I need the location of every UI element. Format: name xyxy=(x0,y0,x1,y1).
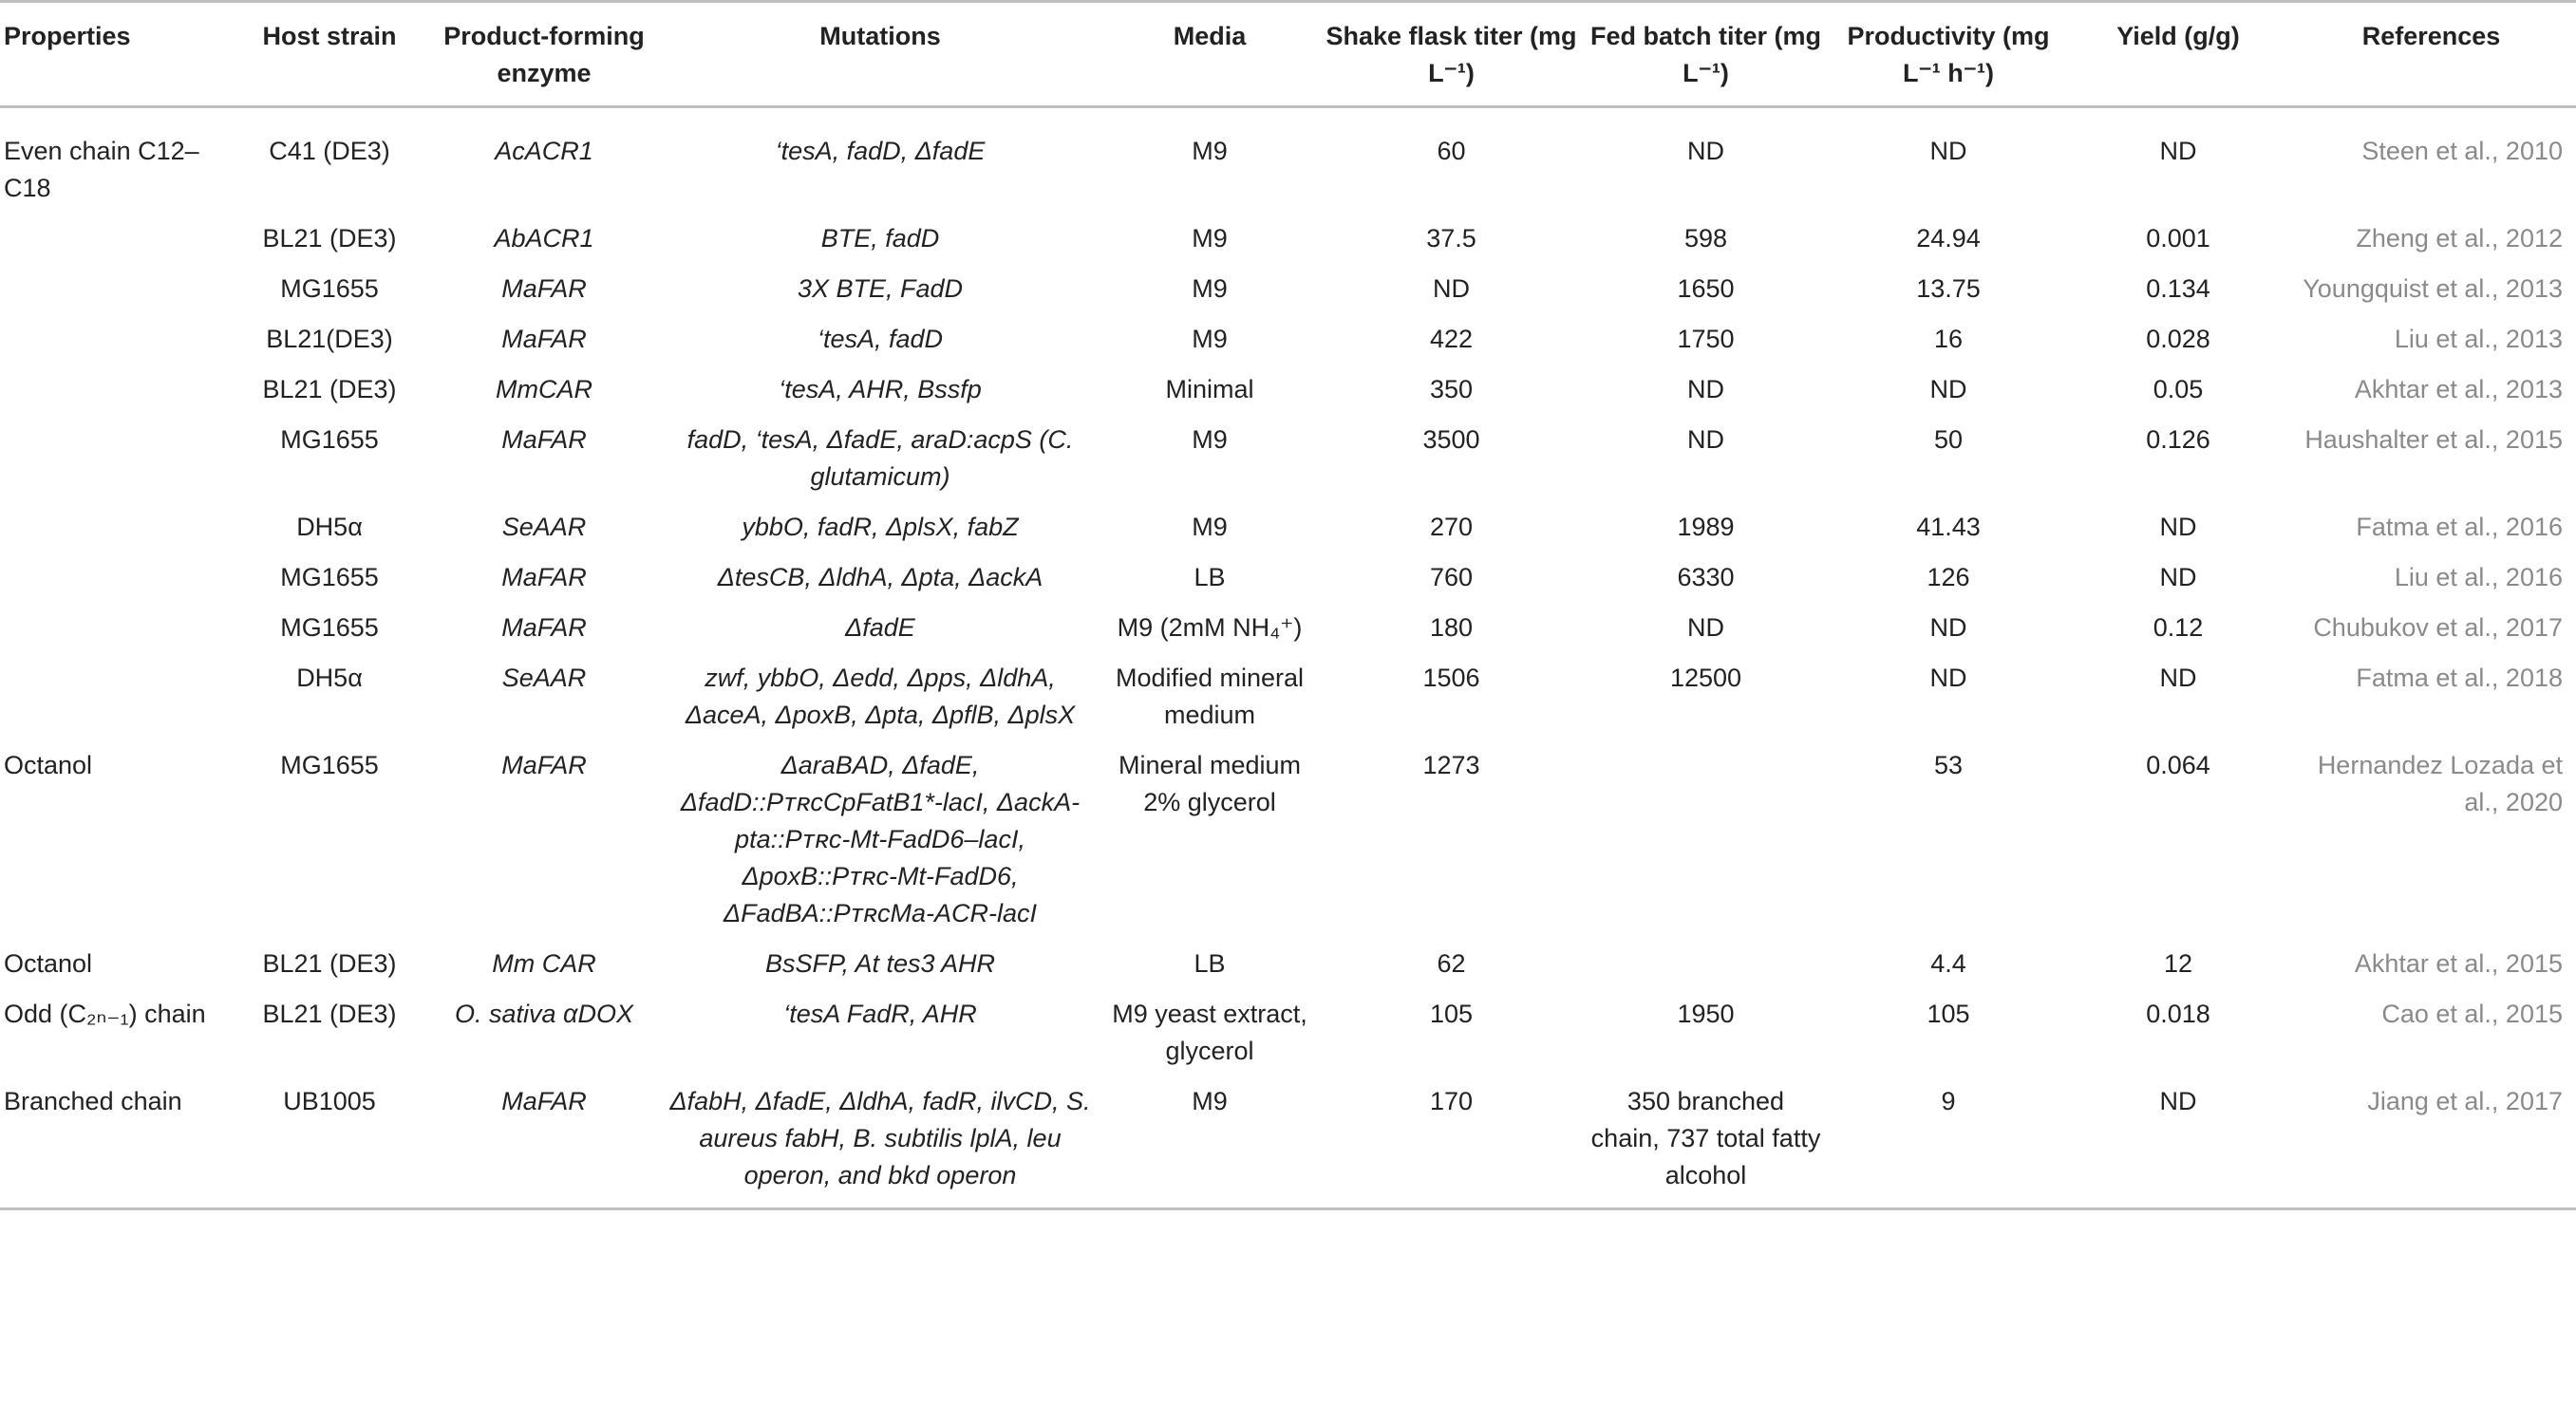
reference-cell: Cao et al., 2015 xyxy=(2381,1000,2563,1028)
table-row xyxy=(0,940,2576,990)
column-header-mutations: Mutations xyxy=(659,2,1101,107)
enzyme-cell: MaFAR xyxy=(501,751,587,779)
shake-flask-titer-cell: 1273 xyxy=(1422,751,1480,779)
fed-batch-titer-cell: 350 branched chain, 737 total fatty alcohol xyxy=(1585,1077,1827,1209)
productivity-cell: 53 xyxy=(1933,751,1964,779)
yield-cell: 0.028 xyxy=(2146,325,2210,353)
media-cell: M9 xyxy=(1101,1077,1318,1209)
table-row xyxy=(0,553,2576,604)
fed-batch-titer-cell: ND xyxy=(1687,137,1724,165)
reference-cell: Jiang et al., 2017 xyxy=(2286,1077,2576,1209)
properties-cell xyxy=(0,365,230,416)
properties-cell xyxy=(0,654,230,741)
properties-cell xyxy=(0,265,230,315)
enzyme-cell: MaFAR xyxy=(501,425,587,454)
properties-cell: Even chain C12–C18 xyxy=(4,137,199,202)
enzyme-cell: AcACR1 xyxy=(495,137,593,165)
media-cell: Minimal xyxy=(1165,375,1254,403)
fed-batch-titer-cell: 1950 xyxy=(1677,1000,1735,1028)
enzyme-cell: MaFAR xyxy=(501,325,587,353)
fed-batch-titer-cell: ND xyxy=(1687,425,1724,454)
host-strain-cell: BL21 (DE3) xyxy=(262,1000,397,1028)
reference-cell: Steen et al., 2010 xyxy=(2361,137,2563,165)
mutations-cell: BsSFP, At tes3 AHR xyxy=(764,949,996,978)
host-strain-cell: MG1655 xyxy=(280,274,379,303)
yield-cell: 0.018 xyxy=(2146,1000,2210,1028)
column-header-properties: Properties xyxy=(0,2,230,107)
media-cell: M9 xyxy=(1192,513,1228,541)
reference-cell: Fatma et al., 2016 xyxy=(2356,513,2563,541)
yield-cell: ND xyxy=(2159,513,2197,541)
shake-flask-titer-cell: 1506 xyxy=(1422,664,1480,692)
enzyme-cell: SeAAR xyxy=(501,664,587,692)
reference-cell: Haushalter et al., 2015 xyxy=(2304,425,2563,454)
fed-batch-titer-cell: ND xyxy=(1687,375,1724,403)
productivity-cell: ND xyxy=(1929,613,1967,642)
column-header-host-strain: Host strain xyxy=(230,2,429,107)
reference-cell: Hernandez Lozada et al., 2020 xyxy=(2317,751,2563,816)
properties-cell xyxy=(0,604,230,654)
properties-cell: Branched chain xyxy=(0,1077,230,1209)
shake-flask-titer-cell: 270 xyxy=(1429,513,1474,541)
mutations-cell: ybbO, fadR, ΔplsX, fabZ xyxy=(742,513,1019,541)
yield-cell: ND xyxy=(2159,563,2197,591)
productivity-cell: 24.94 xyxy=(1916,224,1981,253)
mutations-cell: ΔaraBAD, ΔfadE, ΔfadD::PᴛʀᴄCpFatB1*-lacI, ΔackA-pta::Pᴛʀᴄ-Mt-FadD6–lacI, ΔpoxB::Pᴛʀᴄ-Mt-FadD6, ΔFadBA::PᴛʀᴄMa-ACR-lacI xyxy=(680,751,1081,927)
productivity-cell: 126 xyxy=(1927,563,1970,591)
media-cell: M9 xyxy=(1192,325,1228,353)
fed-batch-titer-cell: 1750 xyxy=(1677,325,1735,353)
shake-flask-titer-cell: 422 xyxy=(1429,325,1474,353)
table-row xyxy=(0,215,2576,265)
media-cell: M9 xyxy=(1192,425,1228,454)
host-strain-cell: C41 (DE3) xyxy=(269,137,390,165)
reference-cell: Chubukov et al., 2017 xyxy=(2313,613,2563,642)
host-strain-cell: DH5α xyxy=(296,513,363,541)
mutations-cell: ‘tesA, AHR, Bssfp xyxy=(779,375,982,403)
properties-cell: Odd (C₂ₙ₋₁) chain xyxy=(4,1000,206,1028)
reference-cell: Youngquist et al., 2013 xyxy=(2303,274,2563,303)
yield-cell: 0.134 xyxy=(2146,274,2210,303)
table-body xyxy=(0,107,2576,1209)
table-row xyxy=(0,741,2576,940)
column-header-product-forming-enzyme: Product-forming enzyme xyxy=(429,2,659,107)
reference-cell: Akhtar et al., 2015 xyxy=(2354,949,2563,978)
mutations-cell: ‘tesA FadR, AHR xyxy=(783,1000,977,1028)
yield-cell: 0.001 xyxy=(2146,224,2210,253)
shake-flask-titer-cell: 62 xyxy=(1437,949,1466,978)
properties-cell xyxy=(0,416,230,503)
shake-flask-titer-cell: 350 xyxy=(1429,375,1474,403)
mutations-cell: ΔfadE xyxy=(845,613,915,642)
table-row xyxy=(0,365,2576,416)
shake-flask-titer-cell: 105 xyxy=(1429,1000,1474,1028)
yield-cell: 12 xyxy=(2163,949,2193,978)
productivity-cell: ND xyxy=(1929,664,1967,692)
yield-cell: ND xyxy=(2159,664,2197,692)
fed-batch-titer-cell: 598 xyxy=(1683,224,1728,253)
fed-batch-titer-cell xyxy=(1585,741,1827,940)
host-strain-cell: MG1655 xyxy=(280,751,379,779)
reference-cell: Fatma et al., 2018 xyxy=(2356,664,2563,692)
media-cell: M9 (2mM NH₄⁺) xyxy=(1117,613,1303,642)
table-row xyxy=(0,315,2576,365)
mutations-cell: ‘tesA, fadD, ΔfadE xyxy=(775,137,986,165)
yield-cell: ND xyxy=(2070,1077,2286,1209)
shake-flask-titer-cell: ND xyxy=(1433,274,1470,303)
host-strain-cell: UB1005 xyxy=(230,1077,429,1209)
host-strain-cell: MG1655 xyxy=(280,425,379,454)
yield-cell: 0.126 xyxy=(2146,425,2210,454)
productivity-cell: 9 xyxy=(1827,1077,2070,1209)
fed-batch-titer-cell: 1989 xyxy=(1677,513,1735,541)
shake-flask-titer-cell: 170 xyxy=(1318,1077,1585,1209)
host-strain-cell: BL21 (DE3) xyxy=(262,949,397,978)
properties-cell xyxy=(0,315,230,365)
fed-batch-titer-cell xyxy=(1585,940,1827,990)
enzyme-cell: MaFAR xyxy=(501,274,587,303)
yield-cell: 0.05 xyxy=(2153,375,2204,403)
enzyme-cell: MaFAR xyxy=(429,1077,659,1209)
properties-cell xyxy=(0,503,230,553)
mutations-cell: zwf, ybbO, Δedd, Δpps, ΔldhA, ΔaceA, ΔpoxB, Δpta, ΔpflB, ΔplsX xyxy=(685,664,1076,729)
host-strain-cell: BL21 (DE3) xyxy=(262,375,397,403)
media-cell: M9 xyxy=(1192,274,1228,303)
column-header-yield: Yield (g/g) xyxy=(2070,2,2286,107)
properties-cell xyxy=(0,215,230,265)
enzyme-cell: MaFAR xyxy=(501,613,587,642)
reference-cell: Liu et al., 2016 xyxy=(2394,563,2563,591)
reference-cell: Zheng et al., 2012 xyxy=(2356,224,2563,253)
mutations-cell: ‘tesA, fadD xyxy=(817,325,944,353)
media-cell: Mineral medium 2% glycerol xyxy=(1118,751,1302,816)
reference-cell: Liu et al., 2013 xyxy=(2394,325,2563,353)
media-cell: M9 yeast extract, glycerol xyxy=(1112,1000,1307,1065)
mutations-cell: ΔtesCB, ΔldhA, Δpta, ΔackA xyxy=(717,563,1044,591)
fed-batch-titer-cell: 6330 xyxy=(1677,563,1735,591)
host-strain-cell: BL21(DE3) xyxy=(266,325,393,353)
productivity-cell: 13.75 xyxy=(1916,274,1981,303)
host-strain-cell: MG1655 xyxy=(280,563,379,591)
productivity-cell: 41.43 xyxy=(1916,513,1981,541)
shake-flask-titer-cell: 760 xyxy=(1429,563,1474,591)
column-header-shake-flask-titer: Shake flask titer (mg L⁻¹) xyxy=(1318,2,1585,107)
properties-cell: Octanol xyxy=(4,751,93,779)
enzyme-cell: O. sativa αDOX xyxy=(455,1000,633,1028)
media-cell: Modified mineral medium xyxy=(1115,664,1305,729)
productivity-cell: 16 xyxy=(1933,325,1964,353)
productivity-cell: 105 xyxy=(1927,1000,1970,1028)
media-cell: M9 xyxy=(1192,224,1228,253)
table-header xyxy=(0,2,2576,107)
header-row xyxy=(0,2,2576,107)
productivity-cell: 50 xyxy=(1933,425,1964,454)
reference-cell: Akhtar et al., 2013 xyxy=(2354,375,2563,403)
shake-flask-titer-cell: 3500 xyxy=(1422,425,1480,454)
properties-cell xyxy=(0,553,230,604)
enzyme-cell: AbACR1 xyxy=(494,224,594,253)
productivity-cell: ND xyxy=(1929,375,1967,403)
table-row xyxy=(0,416,2576,503)
table-row xyxy=(0,654,2576,741)
mutations-cell: 3X BTE, FadD xyxy=(797,274,964,303)
fed-batch-titer-cell: 1650 xyxy=(1677,274,1735,303)
table-row xyxy=(0,265,2576,315)
properties-cell: Octanol xyxy=(4,949,93,978)
enzyme-cell: SeAAR xyxy=(501,513,587,541)
enzyme-cell: Mm CAR xyxy=(492,949,596,978)
yield-cell: 0.12 xyxy=(2153,613,2204,642)
column-header-productivity: Productivity (mg L⁻¹ h⁻¹) xyxy=(1827,2,2070,107)
shake-flask-titer-cell: 180 xyxy=(1429,613,1474,642)
host-strain-cell: MG1655 xyxy=(280,613,379,642)
yield-cell: 0.064 xyxy=(2146,751,2210,779)
fed-batch-titer-cell: ND xyxy=(1687,613,1724,642)
table-row xyxy=(0,503,2576,553)
table-row xyxy=(0,107,2576,215)
column-header-media: Media xyxy=(1101,2,1318,107)
mutations-cell: fadD, ‘tesA, ΔfadE, araD:acpS (C. glutamicum) xyxy=(686,425,1074,491)
media-cell: LB xyxy=(1194,563,1226,591)
mutations-cell: BTE, fadD xyxy=(820,224,940,253)
shake-flask-titer-cell: 37.5 xyxy=(1426,224,1476,253)
column-header-references: References xyxy=(2286,2,2576,107)
enzyme-cell: MaFAR xyxy=(501,563,587,591)
table-row xyxy=(0,990,2576,1077)
mutations-cell: ΔfabH, ΔfadE, ΔldhA, fadR, ilvCD, S. aureus fabH, B. subtilis lplA, leu operon, and bkd operon xyxy=(659,1077,1101,1209)
host-strain-cell: BL21 (DE3) xyxy=(262,224,397,253)
media-cell: LB xyxy=(1194,949,1226,978)
productivity-cell: 4.4 xyxy=(1930,949,1966,978)
table-row xyxy=(0,604,2576,654)
fed-batch-titer-cell: 12500 xyxy=(1669,664,1742,692)
host-strain-cell: DH5α xyxy=(296,664,363,692)
column-header-fed-batch-titer: Fed batch titer (mg L⁻¹) xyxy=(1585,2,1827,107)
yield-cell: ND xyxy=(2159,137,2197,165)
shake-flask-titer-cell: 60 xyxy=(1437,137,1466,165)
table-row xyxy=(0,1077,2576,1209)
enzyme-cell: MmCAR xyxy=(496,375,592,403)
productivity-cell: ND xyxy=(1929,137,1967,165)
media-cell: M9 xyxy=(1192,137,1228,165)
